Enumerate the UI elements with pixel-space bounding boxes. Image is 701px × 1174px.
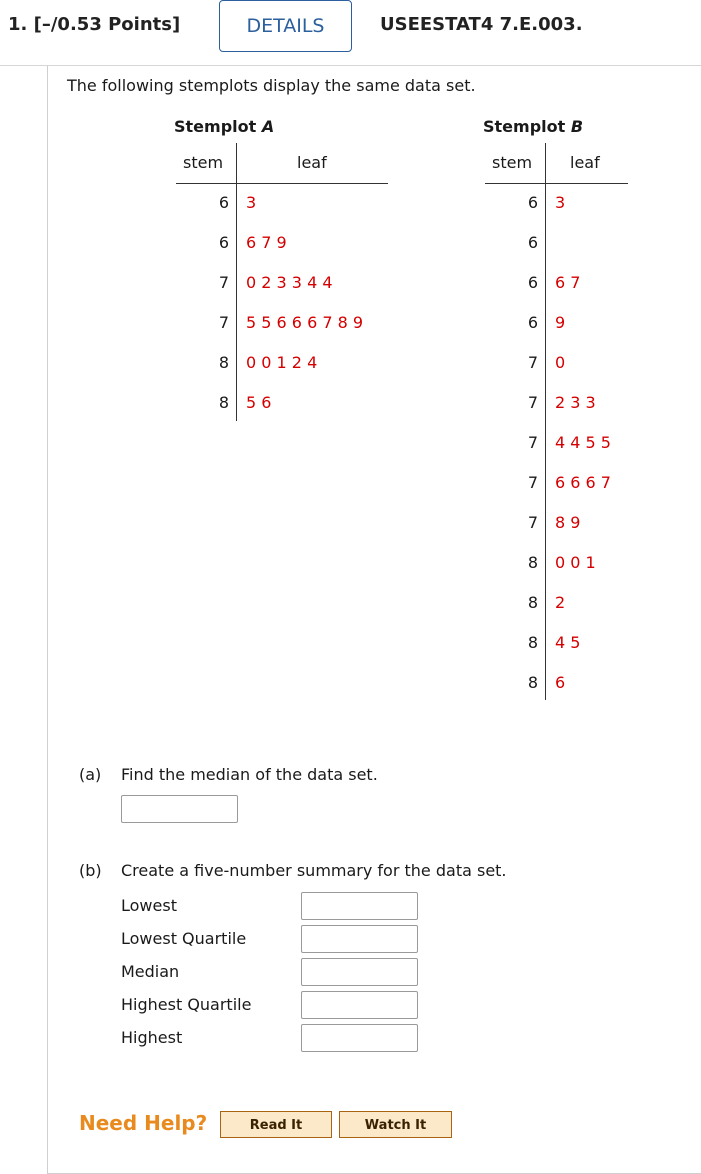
stemplot-a-title (174, 117, 274, 136)
stemplot-a-stem: 7 (218, 273, 229, 292)
stemplot-a-leaf: 3 (246, 193, 257, 212)
stemplot-b-stem: 7 (527, 473, 538, 492)
stemplot-b-stem: 6 (527, 193, 538, 212)
stemplot-a-leaf: 0 2 3 3 4 4 (246, 273, 333, 292)
median-input[interactable] (301, 958, 418, 986)
stemplot-b-stem: 7 (527, 433, 538, 452)
read-it-label: Read It (221, 1112, 331, 1137)
stemplot-b-stem: 7 (527, 393, 538, 412)
stemplot-b-leaf-header: leaf (570, 153, 600, 172)
stemplot-b-stem: 8 (527, 633, 538, 652)
stemplot-a-stem: 6 (218, 193, 229, 212)
stemplot-a-title-word: Stemplot (174, 117, 257, 136)
stemplot-a-stem: 8 (218, 353, 229, 372)
stemplot-b-leaf: 0 (555, 353, 566, 372)
stemplot-a-stem: 6 (218, 233, 229, 252)
stemplot-b-leaf: 4 5 (555, 633, 581, 652)
stemplot-b-stem: 6 (527, 273, 538, 292)
stemplot-b-stem-header: stem (492, 153, 533, 172)
stemplot-b-stem: 7 (527, 353, 538, 372)
median-answer-input[interactable] (121, 795, 238, 823)
stemplot-b-stem: 8 (527, 673, 538, 692)
stemplot-b-stem: 6 (527, 313, 538, 332)
question-header (0, 0, 701, 66)
read-it-button[interactable] (220, 1111, 332, 1138)
details-button[interactable]: DETAILS (219, 0, 352, 52)
highest-label: Highest (121, 1028, 183, 1047)
stemplot-b-leaf: 2 (555, 593, 566, 612)
stemplot-b-leaf: 8 9 (555, 513, 581, 532)
median-label: Median (121, 962, 180, 981)
highest-quartile-label: Highest Quartile (121, 995, 252, 1014)
part-a-label: (a) (79, 765, 102, 784)
stemplot-a-leaf: 5 5 6 6 6 7 8 9 (246, 313, 364, 332)
stemplot-b-leaf: 6 6 6 7 (555, 473, 611, 492)
highest-quartile-input[interactable] (301, 991, 418, 1019)
stemplot-b-stem: 8 (527, 593, 538, 612)
stemplot-a-leaf: 6 7 9 (246, 233, 287, 252)
stemplot-b-stem: 7 (527, 513, 538, 532)
need-help-label: Need Help? (79, 1111, 208, 1135)
stemplot-b-letter: B (570, 117, 584, 136)
stemplot-b-header-rule (485, 183, 628, 184)
stemplot-a-stem-header: stem (183, 153, 224, 172)
part-b-text: Create a five-number summary for the data set. (121, 861, 507, 880)
question-code: USEESTAT4 7.E.003. (380, 14, 583, 35)
question-number: 1. [–/0.53 Points] (8, 14, 181, 35)
lowest-label: Lowest (121, 896, 177, 915)
stemplot-a-divider (236, 143, 237, 421)
stemplot-b-leaf: 6 (555, 673, 566, 692)
stemplot-a-leaf: 0 0 1 2 4 (246, 353, 318, 372)
stemplot-a-leaf-header: leaf (297, 153, 327, 172)
stemplot-a-stem: 7 (218, 313, 229, 332)
intro-text: The following stemplots display the same data set. (67, 76, 476, 95)
stemplot-b-leaf: 9 (555, 313, 566, 332)
watch-it-button[interactable] (339, 1111, 452, 1138)
stemplot-b-leaf: 0 0 1 (555, 553, 596, 572)
watch-it-label: Watch It (340, 1112, 451, 1137)
lowest-quartile-input[interactable] (301, 925, 418, 953)
lowest-quartile-label: Lowest Quartile (121, 929, 247, 948)
lowest-input[interactable] (301, 892, 418, 920)
stemplot-b-title-word: Stemplot (483, 117, 566, 136)
stemplot-a-letter: A (261, 117, 275, 136)
stemplot-b-title (483, 117, 583, 136)
stemplot-b-leaf: 6 7 (555, 273, 581, 292)
highest-input[interactable] (301, 1024, 418, 1052)
stemplot-b-stem: 8 (527, 553, 538, 572)
part-a-text: Find the median of the data set. (121, 765, 378, 784)
stemplot-a-header-rule (176, 183, 388, 184)
part-b-label: (b) (79, 861, 102, 880)
stemplot-a-leaf: 5 6 (246, 393, 272, 412)
stemplot-b-leaf: 2 3 3 (555, 393, 596, 412)
stemplot-b-leaf: 4 4 5 5 (555, 433, 611, 452)
stemplot-b-divider (545, 143, 546, 700)
stemplot-b-leaf: 3 (555, 193, 566, 212)
stemplot-a-stem: 8 (218, 393, 229, 412)
stemplot-b-stem: 6 (527, 233, 538, 252)
